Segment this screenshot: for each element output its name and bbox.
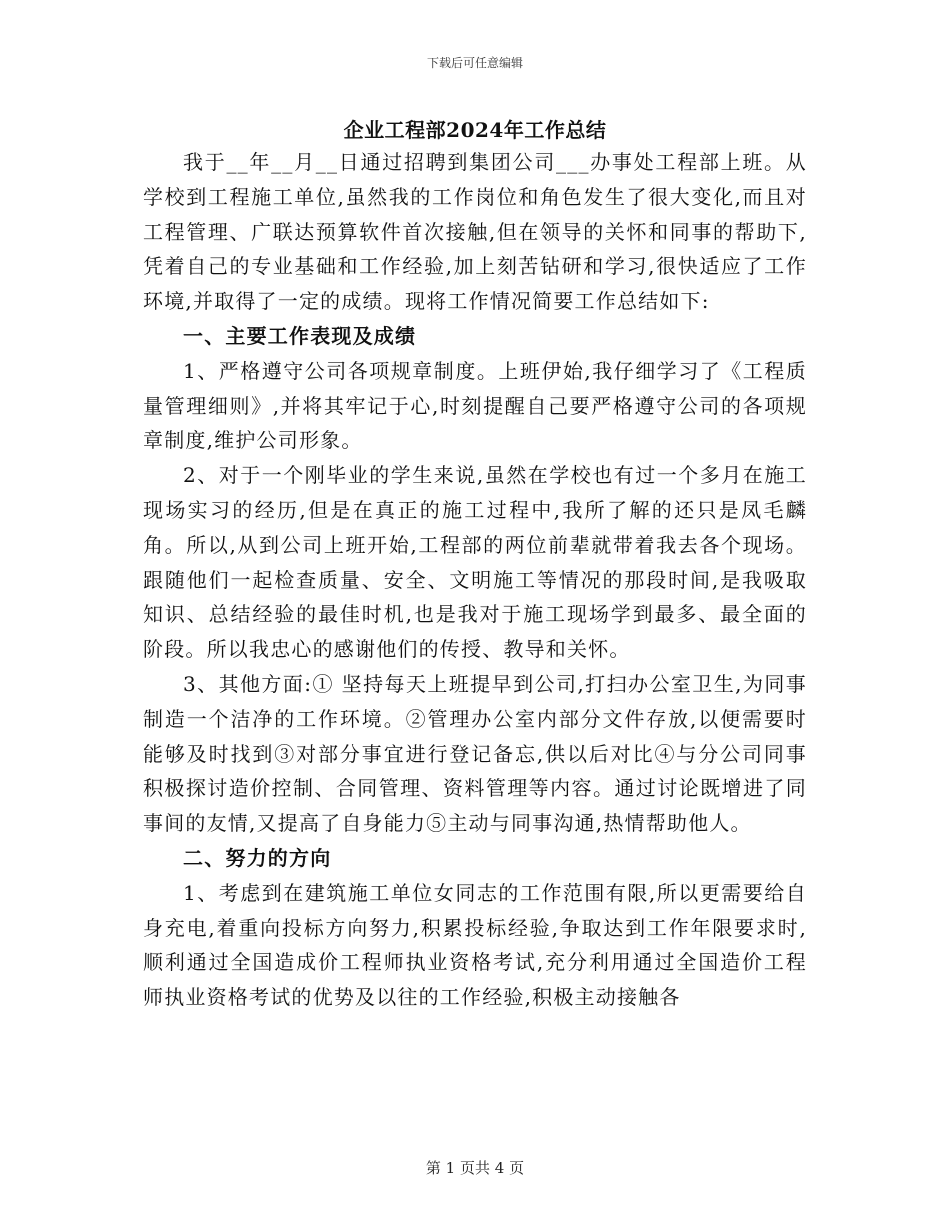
document-title: 企业工程部2024年工作总结 (343, 118, 607, 142)
body-paragraph-rules: 1、严格遵守公司各项规章制度。上班伊始,我仔细学习了《工程质量管理细则》,并将其牢记于心,时刻提醒自己要严格遵守公司的各项规章制度,维护公司形象。 (143, 358, 807, 453)
body-paragraph-self-improvement: 1、考虑到在建筑施工单位女同志的工作范围有限,所以更需要给自身充电,着重向投标方向努力,积累投标经验,争取达到工作年限要求时,顺利通过全国造成价工程师执业资格考试,充分利用通过全国造价工程师执业资格考试的优势及以往的工作经验,积极主动接触各 (143, 880, 807, 1010)
section-heading-direction: 二、努力的方向 (183, 845, 332, 870)
document-body (143, 145, 807, 1015)
section-heading-main-work: 一、主要工作表现及成绩 (183, 323, 417, 348)
body-paragraph-site-learning: 2、对于一个刚毕业的学生来说,虽然在学校也有过一个多月在施工现场实习的经历,但是在真正的施工过程中,我所了解的还只是凤毛麟角。所以,从到公司上班开始,工程部的两位前辈就带着我去各个现场。跟随他们一起检查质量、安全、文明施工等情况的那段时间,是我吸取知识、总结经验的最佳时机,也是我对于施工现场学到最多、最全面的阶段。所以我忠心的感谢他们的传授、教导和关怀。 (143, 463, 807, 662)
page-header-note: 下载后可任意编辑 (426, 56, 523, 70)
body-paragraph-other-aspects: 3、其他方面:① 坚持每天上班提早到公司,打扫办公室卫生,为同事制造一个洁净的工作环境。②管理办公室内部分文件存放,以便需要时能够及时找到③对部分事宜进行登记备忘,供以后对比④与分公司同事积极探讨造价控制、合同管理、资料管理等内容。通过讨论既增进了同事间的友情,又提高了自身能力⑤主动与同事沟通,热情帮助他人。 (143, 671, 807, 836)
page-number-footer: 第 1 页共 4 页 (425, 1159, 525, 1177)
intro-paragraph: 我于__年__月__日通过招聘到集团公司___办事处工程部上班。从学校到工程施工单位,虽然我的工作岗位和角色发生了很大变化,而且对工程管理、广联达预算软件首次接触,但在领导的关怀和同事的帮助下,凭着自己的专业基础和工作经验,加上刻苦钻研和学习,很快适应了工作环境,并取得了一定的成绩。现将工作情况简要工作总结如下: (143, 150, 807, 314)
